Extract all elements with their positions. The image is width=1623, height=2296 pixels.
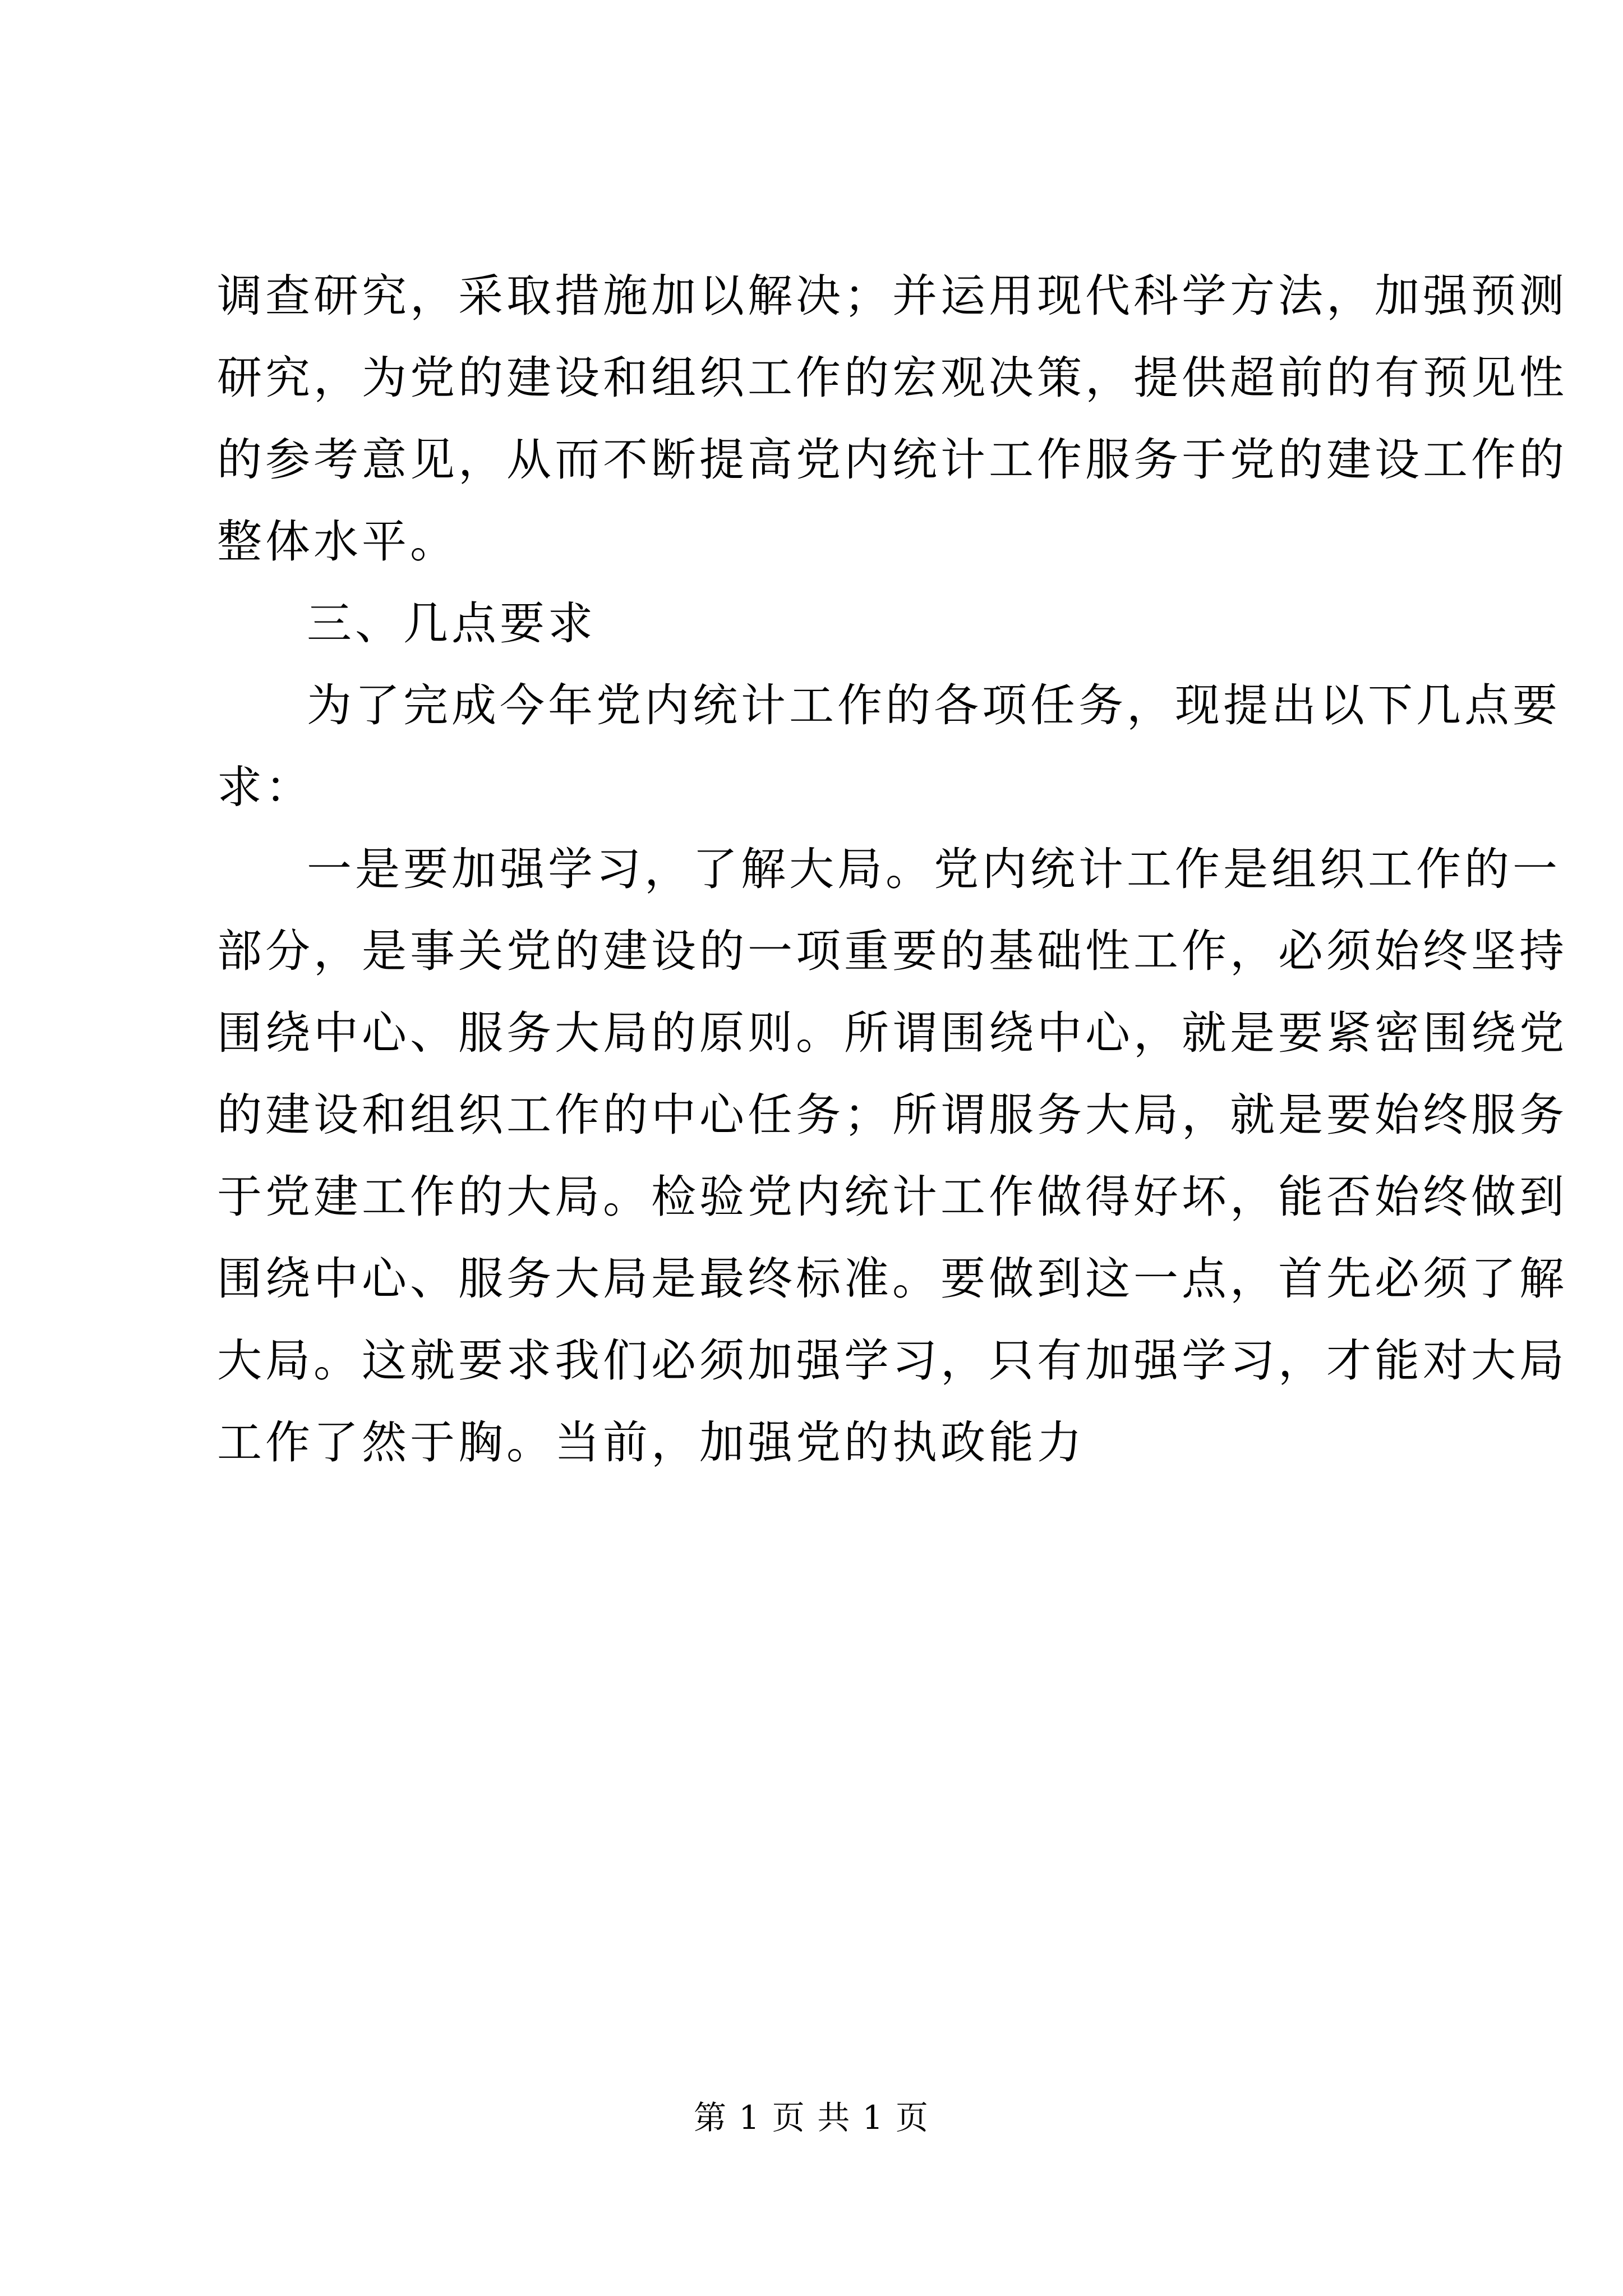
text-line: 整体水平。	[217, 516, 458, 568]
text-line: 研究，为党的建设和组织工作的宏观决策，提供超前的有预见性	[217, 352, 1567, 404]
text-line: 大局。这就要求我们必须加强学习，只有加强学习，才能对大局	[217, 1335, 1567, 1387]
page-footer	[0, 2095, 1623, 2140]
body-text	[217, 255, 1567, 1484]
text-line: 围绕中心、服务大局的原则。所谓围绕中心，就是要紧密围绕党	[217, 1007, 1567, 1059]
text-line: 求：	[217, 761, 313, 813]
text-line: 工作了然于胸。当前，加强党的执政能力	[217, 1416, 1085, 1469]
section-heading: 三、几点要求	[307, 597, 596, 650]
section-heading-block	[217, 583, 1428, 665]
text-line: 调查研究，采取措施加以解决；并运用现代科学方法，加强预测	[217, 270, 1567, 322]
text-line: 的建设和组织工作的中心任务；所谓服务大局，就是要始终服务	[217, 1089, 1567, 1141]
text-line: 围绕中心、服务大局是最终标准。要做到这一点，首先必须了解	[217, 1253, 1567, 1305]
point-one-paragraph	[217, 829, 1567, 1484]
text-line: 的参考意见，从而不断提高党内统计工作服务于党的建设工作的	[217, 434, 1567, 486]
text-line: 部分，是事关党的建设的一项重要的基础性工作，必须始终坚持	[217, 925, 1567, 977]
text-line: 一是要加强学习，了解大局。党内统计工作是组织工作的一	[307, 843, 1561, 895]
paragraph-continued	[217, 255, 1567, 583]
text-line: 为了完成今年党内统计工作的各项任务，现提出以下几点要	[307, 679, 1561, 731]
page-number-label: 第 1 页 共 1 页	[694, 2099, 929, 2137]
intro-paragraph	[217, 665, 1561, 829]
text-line: 于党建工作的大局。检验党内统计工作做得好坏，能否始终做到	[217, 1171, 1567, 1223]
